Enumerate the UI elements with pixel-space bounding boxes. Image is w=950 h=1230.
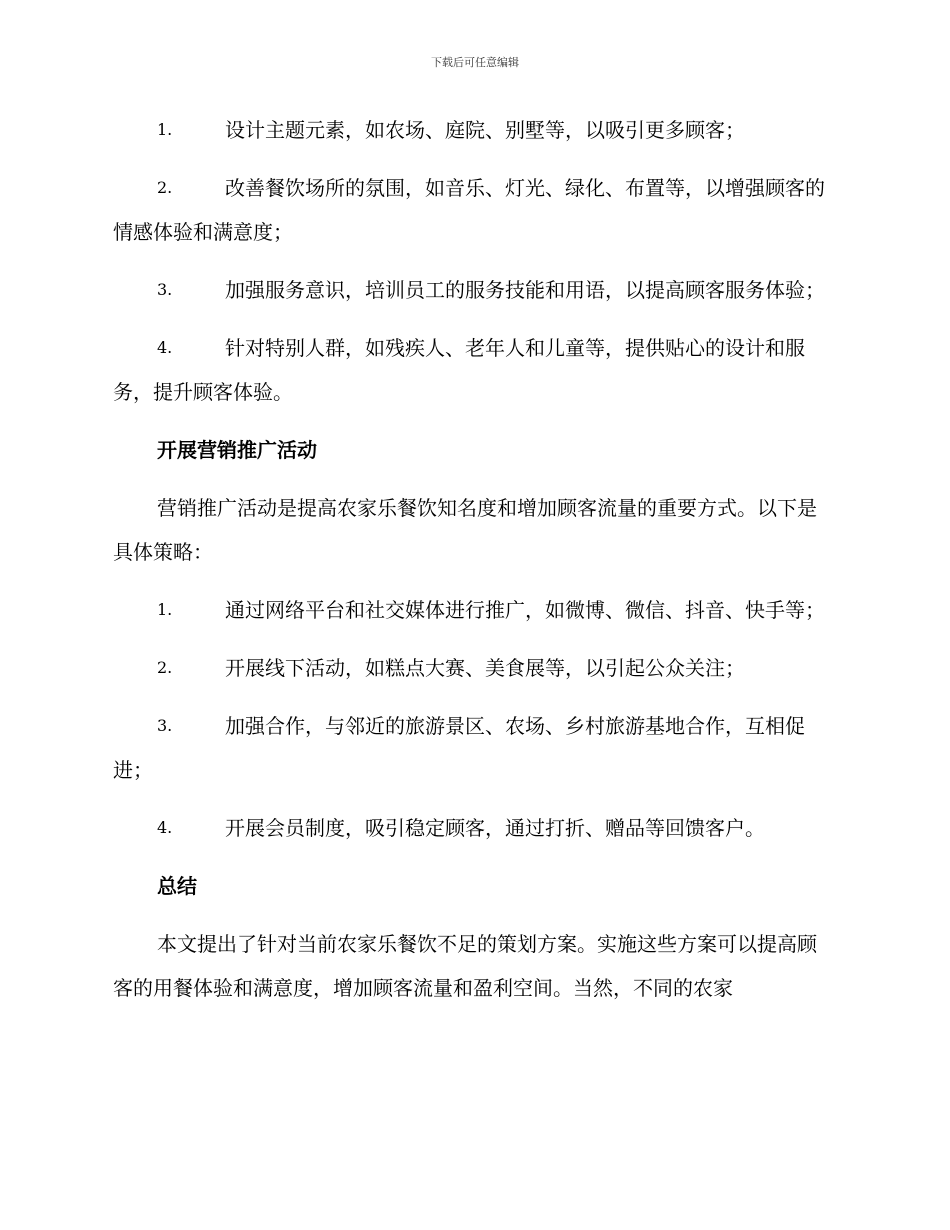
section-heading-summary: 总结: [157, 874, 197, 898]
list-text: 设计主题元素，如农场、庭院、别墅等，以吸引更多顾客；: [225, 118, 745, 142]
list-text: 改善餐饮场所的氛围，如音乐、灯光、绿化、布置等，以增强顾客的情感体验和满意度；: [113, 176, 825, 244]
section-intro-marketing: 营销推广活动是提高农家乐餐饮知名度和增加顾客流量的重要方式。以下是具体策略：: [113, 496, 817, 564]
document-body: [113, 108, 835, 1024]
list-number: 4.: [157, 818, 173, 837]
section-heading-marketing: 开展营销推广活动: [157, 438, 317, 462]
list-text: 加强合作，与邻近的旅游景区、农场、乡村旅游基地合作，互相促进；: [113, 714, 805, 782]
list-item: [113, 806, 835, 850]
list-item: [113, 646, 835, 690]
list-item: [113, 166, 835, 254]
list-item: [113, 268, 835, 312]
section-intro-summary: 本文提出了针对当前农家乐餐饮不足的策划方案。实施这些方案可以提高顾客的用餐体验和满意度，增加顾客流量和盈利空间。当然，不同的农家: [113, 932, 817, 1000]
list-item: [113, 108, 835, 152]
list-text: 加强服务意识，培训员工的服务技能和用语，以提高顾客服务体验；: [225, 278, 825, 302]
list-number: 3.: [157, 280, 173, 299]
list-text: 开展会员制度，吸引稳定顾客，通过打折、赠品等回馈客户。: [225, 816, 765, 840]
list-number: 4.: [157, 338, 173, 357]
list-number: 1.: [157, 120, 173, 139]
list-number: 1.: [157, 600, 173, 619]
list-number: 2.: [157, 658, 173, 677]
page-header: 下载后可任意编辑: [431, 56, 519, 69]
list-text: 通过网络平台和社交媒体进行推广，如微博、微信、抖音、快手等；: [225, 598, 825, 622]
list-text: 针对特别人群，如残疾人、老年人和儿童等，提供贴心的设计和服务，提升顾客体验。: [113, 336, 805, 404]
list-number: 2.: [157, 178, 173, 197]
list-item: [113, 704, 835, 792]
list-item: [113, 326, 835, 414]
list-number: 3.: [157, 716, 173, 735]
list-text: 开展线下活动，如糕点大赛、美食展等，以引起公众关注；: [225, 656, 745, 680]
list-item: [113, 588, 835, 632]
